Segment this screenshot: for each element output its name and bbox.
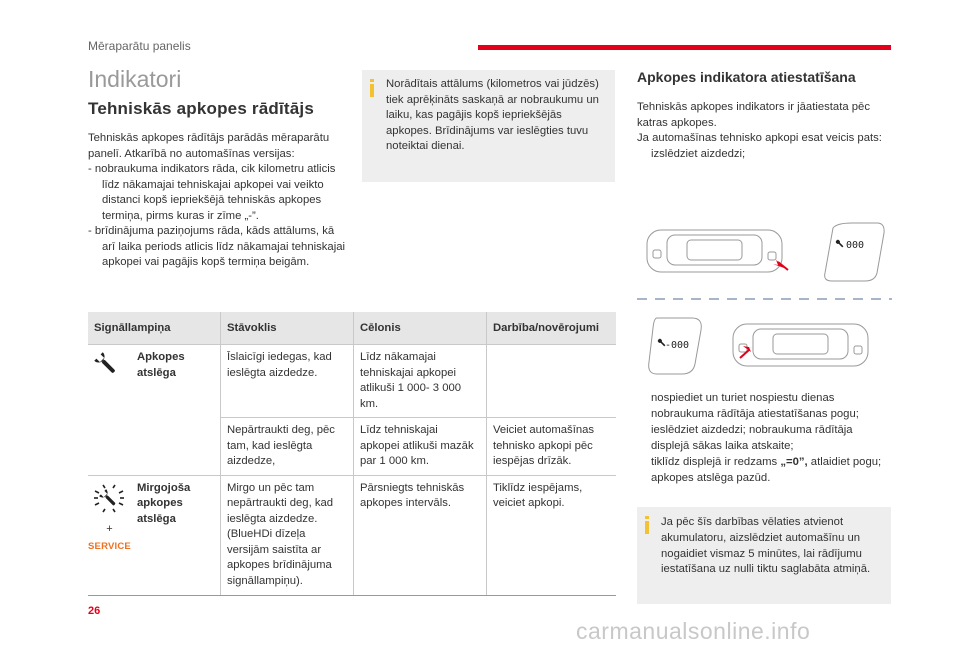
zoom-display	[825, 223, 884, 281]
cluster-outline	[647, 230, 782, 272]
info-note	[637, 507, 891, 604]
step-text: atlaidiet pogu; apkopes atslēga pazūd.	[651, 456, 882, 484]
service-icon: SERVICE	[88, 541, 131, 552]
intro-paragraph: Tehniskās apkopes rādītājs parādās mēraparātu panelī. Atkarībā no automašīnas versijas:	[88, 132, 330, 160]
instrument-panel-illustration	[637, 218, 892, 293]
wrench-icon-cell	[88, 345, 131, 476]
reset-heading: Apkopes indikatora atiestatīšana	[637, 69, 856, 85]
reset-steps	[637, 390, 892, 486]
state-cell: Nepārtraukti deg, pēc tam, kad ieslēgta aizdedze,	[220, 418, 353, 476]
bullet-warning: - brīdinājuma paziņojums rāda, kāds attālums, kā arī laika periods atlicis līdz nākamajai tehniskajai apkopei vai pagājis kopš termiņa beigām.	[88, 225, 345, 268]
display-value: -000	[665, 340, 690, 351]
info-icon	[370, 79, 374, 97]
wrench-icon	[88, 345, 126, 385]
action-cell: Veiciet automašīnas tehnisko apkopi pēc iespējas drīzāk.	[486, 418, 616, 476]
bullet-mileage: - nobraukuma indikators rāda, cik kilometru atlicis līdz nākamajai tehniskajai apkopei vai veikto distanci kopš iepriekšējā tehniskās apkopes termiņa, pirms kuras ir zīme „-”.	[88, 163, 336, 222]
signal-name: Apkopes atslēga	[131, 345, 221, 476]
cluster-outline	[733, 324, 868, 366]
flashing-wrench-cell	[88, 475, 131, 595]
col-header-action: Darbība/novērojumi	[486, 312, 616, 345]
page-number: 26	[88, 605, 101, 617]
col-header-state: Stāvoklis	[220, 312, 353, 345]
table-row	[88, 345, 616, 418]
reset-step	[637, 390, 892, 422]
info-note	[362, 70, 615, 182]
reset-intro	[637, 100, 892, 162]
page-title: Indikatori	[88, 66, 182, 92]
warning-table	[88, 312, 616, 596]
cause-cell: Pārsniegts tehniskās apkopes intervāls.	[353, 475, 486, 595]
signal-name: Mirgojoša apkopes atslēga	[131, 475, 221, 595]
reset-step	[637, 422, 892, 454]
accent-bar	[478, 45, 891, 50]
table-row	[88, 475, 616, 595]
col-header-cause: Cēlonis	[353, 312, 486, 345]
reset-step	[637, 454, 892, 486]
intro-text	[88, 131, 350, 271]
section-heading: Tehniskās apkopes rādītājs	[88, 99, 314, 118]
cause-cell: Līdz tehniskajai apkopei atlikuši mazāk par 1 000 km.	[353, 418, 486, 476]
col-header-signal: Signāllampiņa	[88, 312, 220, 345]
state-cell: Īslaicīgi iedegas, kad ieslēgta aizdedze.	[220, 345, 353, 418]
reset-paragraph: Ja automašīnas tehnisko apkopi esat veicis pats:	[637, 132, 882, 145]
info-note-text: Ja pēc šīs darbības vēlaties atvienot akumulatoru, aizslēdziet automašīnu un nogaidiet vismaz 5 minūtes, lai rādījumu iestatīšana uz nulli tiktu saglabāta atmiņā.	[661, 516, 871, 576]
step-text: ieslēdziet aizdedzi; nobraukuma rādītāja displejā sākas laika atskaite;	[651, 424, 853, 452]
flashing-wrench-icon	[90, 482, 128, 516]
display-value: 000	[846, 240, 865, 251]
reset-paragraph: Tehniskās apkopes indikators ir jāatiestata pēc katras apkopes.	[637, 101, 870, 129]
divider-dashes	[637, 298, 892, 300]
table-header-row	[88, 312, 616, 345]
reset-step	[637, 147, 892, 163]
action-cell: Tiklīdz iespējams, veiciet apkopi.	[486, 475, 616, 595]
cause-cell: Līdz nākamajai tehniskajai apkopei atlikuši 1 000- 3 000 km.	[353, 345, 486, 418]
state-cell: Mirgo un pēc tam nepārtraukti deg, kad ieslēgta aizdedze. (BlueHDi dīzeļa versijām saistīta ar apkopes brīdinājuma signāllampiņu).	[220, 475, 353, 595]
step-text: izslēdziet aizdedzi;	[651, 147, 746, 160]
watermark: carmanualsonline.info	[576, 618, 811, 644]
step-emphasis: „=0”,	[780, 456, 808, 468]
zoom-display	[649, 318, 702, 374]
info-icon	[645, 516, 649, 534]
step-text: tiklīdz displejā ir redzams	[651, 456, 781, 468]
action-cell	[486, 345, 616, 418]
step-text: nospiediet un turiet nospiestu dienas nobraukuma rādītāja atiestatīšanas pogu;	[651, 392, 859, 420]
plus-sign: +	[106, 523, 113, 535]
reset-illustration	[637, 312, 892, 382]
info-note-text: Norādītais attālums (kilometros vai jūdzēs) tiek aprēķināts saskaņā ar nobraukumu un laiku, kas pagājis kopš iepriekšējās apkopes. Brīdinājums var ieslēgties tuvu noteiktai dienai.	[386, 78, 599, 153]
section-label: Mēraparātu panelis	[88, 39, 191, 53]
